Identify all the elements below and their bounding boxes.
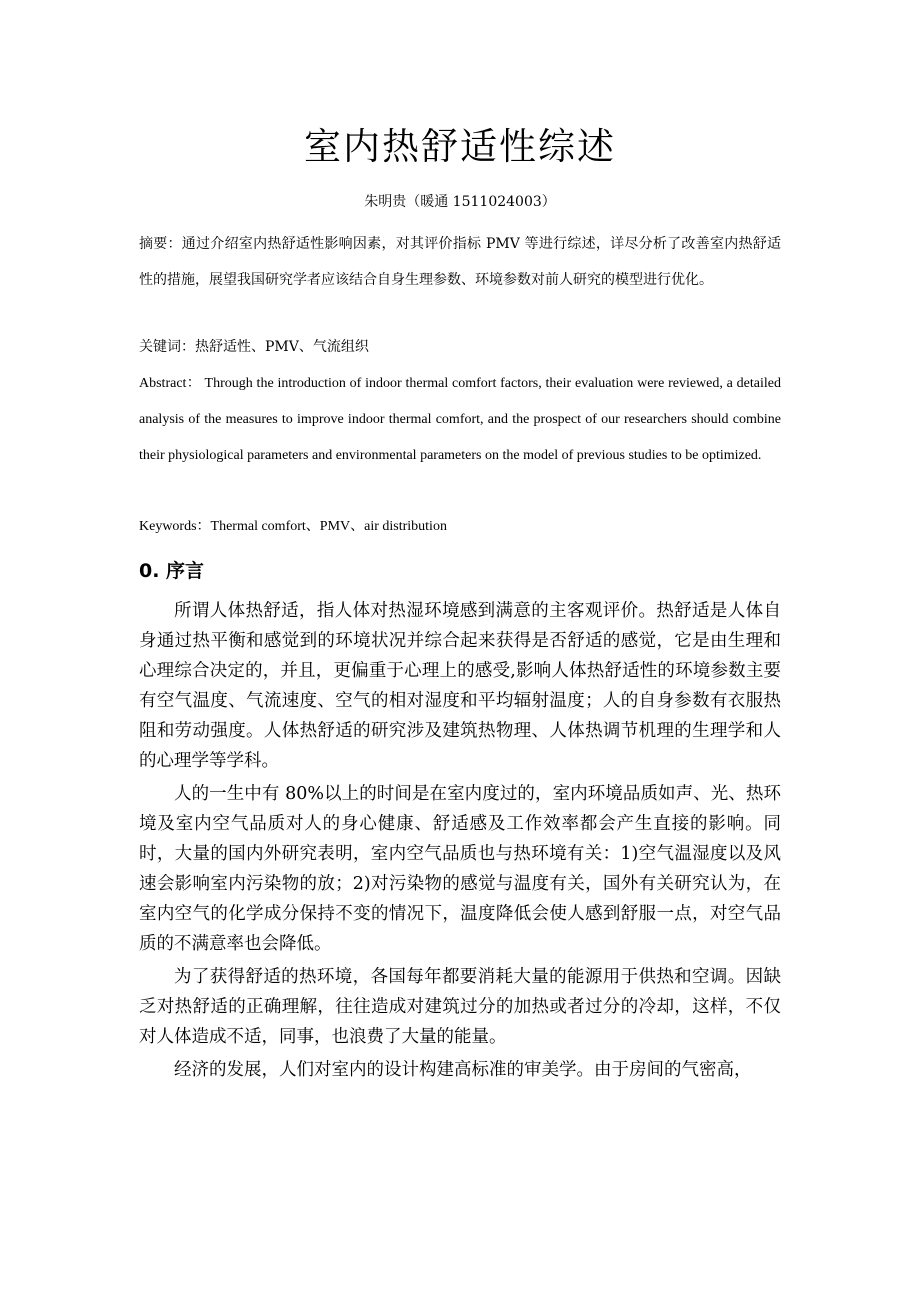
keywords-chinese: 关键词：热舒适性、PMV、气流组织 bbox=[139, 339, 369, 355]
section-body bbox=[139, 596, 781, 1088]
body-paragraph: 所谓人体热舒适，指人体对热湿环境感到满意的主客观评价。热舒适是人体自身通过热平衡和感觉到的环境状况并综合起来获得是否舒适的感觉，它是由生理和心理综合决定的，并且，更偏重于心理上的感受,影响人体热舒适性的环境参数主要有空气温度、气流速度、空气的相对湿度和平均辐射温度；人的自身参数有衣服热阻和劳动强度。人体热舒适的研究涉及建筑热物理、人体热调节机理的生理学和人的心理学等学科。 bbox=[139, 601, 781, 771]
body-paragraph: 经济的发展，人们对室内的设计构建高标准的审美学。由于房间的气密高， bbox=[174, 1060, 752, 1080]
abstract-chinese: 摘要：通过介绍室内热舒适性影响因素，对其评价指标 PMV 等进行综述，详尽分析了改善室内热舒适性的措施，展望我国研究学者应该结合自身生理参数、环境参数对前人研究的模型进行优化。 bbox=[139, 236, 781, 288]
author-line: 朱明贵（暖通 1511024003） bbox=[364, 194, 556, 210]
abstract-english: Abstract： Through the introduction of indoor thermal comfort factors, their evaluation were reviewed, a detailed analysis of the measures to improve indoor thermal comfort, and the prospect of our researchers should combine their physiological parameters and environmental parameters on the model of previous studies to be optimized. bbox=[139, 376, 781, 463]
body-paragraph: 为了获得舒适的热环境，各国每年都要消耗大量的能源用于供热和空调。因缺乏对热舒适的正确理解，往往造成对建筑过分的加热或者过分的冷却，这样，不仅对人体造成不适，同事，也浪费了大量的能量。 bbox=[139, 967, 781, 1047]
keywords-english: Keywords：Thermal comfort、PMV、air distribution bbox=[139, 519, 447, 534]
section-heading: 0. 序言 bbox=[139, 560, 205, 582]
body-paragraph: 人的一生中有 80%以上的时间是在室内度过的，室内环境品质如声、光、热环境及室内空气品质对人的身心健康、舒适感及工作效率都会产生直接的影响。同时，大量的国内外研究表明，室内空气品质也与热环境有关：1)空气温湿度以及风速会影响室内污染物的放；2)对污染物的感觉与温度有关，国外有关研究认为，在室内空气的化学成分保持不变的情况下，温度降低会使人感到舒服一点，对空气品质的不满意率也会降低。 bbox=[139, 784, 781, 954]
paper-title: 室内热舒适性综述 bbox=[304, 125, 616, 168]
